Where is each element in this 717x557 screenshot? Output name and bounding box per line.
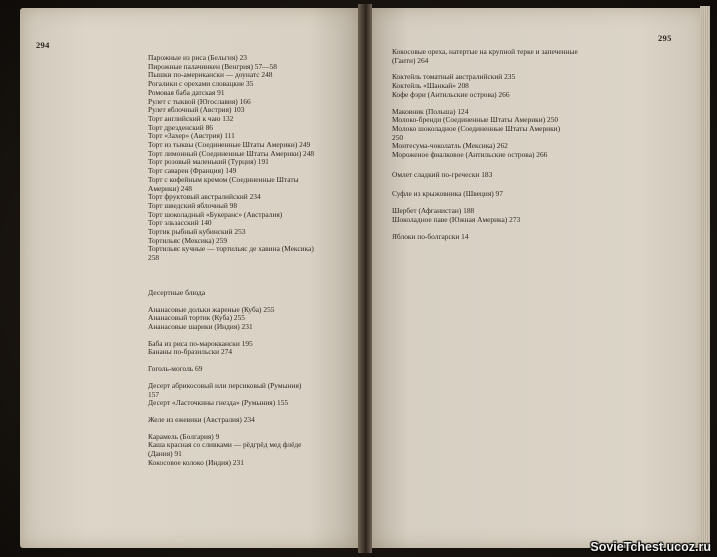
index-entry: Торт шведский яблочный 98 xyxy=(148,200,238,210)
index-entry-continuation: 157 xyxy=(148,389,160,399)
index-entry: Тортик рыбный кубинский 253 xyxy=(148,227,246,237)
index-entry: Ананасовые дольки жареные (Куба) 255 xyxy=(148,304,275,314)
index-entry: Торт из тыквы (Соединенные Штаты Америки) 249 xyxy=(148,140,311,150)
index-entry: Кокосовое колоко (Индия) 231 xyxy=(148,457,244,467)
index-entry: Омлет сладкий по-гречески 183 xyxy=(392,169,493,179)
section-title: Десертные блюда xyxy=(148,287,206,297)
index-entry: Рулет яблочный (Австрия) 103 xyxy=(148,105,245,115)
index-entry: Молоко-бренди (Соединенные Штаты Америки) 250 xyxy=(392,115,559,125)
index-entry: Гоголь-моголь 69 xyxy=(148,364,203,374)
cakes-list xyxy=(148,54,353,176)
index-entry: Шоколадное паве (Южная Америка) 273 xyxy=(392,214,521,224)
index-entry: Бананы по-бразильски 274 xyxy=(148,347,233,357)
page-edges xyxy=(700,6,710,551)
index-entry-continuation: 258 xyxy=(148,253,160,263)
index-entry: Торт «Захер» (Австрия) 111 xyxy=(148,131,235,141)
index-entry-continuation: 250 xyxy=(392,132,404,142)
index-entry: Торт с кофейным кремом (Соединенные Штаты xyxy=(148,174,299,184)
index-entry: Кофе фэри (Антильские острова) 266 xyxy=(392,89,510,99)
desserts-group xyxy=(148,340,353,357)
index-entry: Парожные из риса (Бельгия) 23 xyxy=(148,53,247,62)
index-entry: Тортильяс (Мексика) 259 xyxy=(148,235,228,245)
index-entry-continuation: (Гаити) 264 xyxy=(392,55,429,65)
index-entry: Монтесума-чоколатль (Мексика) 262 xyxy=(392,141,508,151)
page-number-right: 295 xyxy=(658,33,672,43)
index-entry: Каша красная со сливками — рёдгрёд мед флёде xyxy=(148,440,302,450)
desserts-group xyxy=(148,306,353,332)
index-entry: Коктейль томатный австралийский 235 xyxy=(392,72,516,82)
cakes-list-2 xyxy=(148,193,353,245)
index-entry: Тортильяс кучные — тортильяс де хавина (Мексика) xyxy=(148,244,314,254)
index-entry: Десерт абрикосовый или персиковый (Румыния) xyxy=(148,380,302,390)
page-number-left: 294 xyxy=(36,40,50,50)
drinks-group xyxy=(392,73,692,99)
index-entry: Суфле из крыжовника (Швеция) 97 xyxy=(392,189,503,199)
index-entry: Торт эльзасский 140 xyxy=(148,218,212,228)
index-entry: Кокосовые ореха, натертые на крупной терке и запеченные xyxy=(392,47,578,56)
index-entry: Торт розовый маленький (Турция) 191 xyxy=(148,157,269,167)
index-entry: Торт английский к чаю 132 xyxy=(148,113,234,123)
index-entry: Коктейль «Шанкай» 208 xyxy=(392,81,469,91)
index-entry: Баба из риса по-мароккански 195 xyxy=(148,338,253,348)
index-entry: Карамель (Болгария) 9 xyxy=(148,431,220,441)
index-entry: Ананасовые шарики (Индия) 231 xyxy=(148,321,253,331)
index-entry: Мороженое фиалковое (Антильские острова) 266 xyxy=(392,150,548,160)
watermark-text: SovieTchest.ucoz.ru xyxy=(590,540,711,554)
index-entry: Торт фруктовый австралийский 234 xyxy=(148,192,261,202)
right-page-index xyxy=(392,48,692,241)
index-entry: Пышки по-американски — доунатс 248 xyxy=(148,70,273,80)
index-entry-continuation: (Дания) 91 xyxy=(148,449,182,459)
index-entry: Маковник (Польша) 124 xyxy=(392,106,469,116)
index-entry: Шербет (Афганистан) 188 xyxy=(392,206,475,216)
index-entry: Торт шоколадный «Букеранс» (Австралия) xyxy=(148,209,283,219)
index-entry: Десерт «Ласточкины гнезда» (Румыния) 155 xyxy=(148,398,289,408)
index-entry-continuation: Америки) 248 xyxy=(148,183,192,193)
index-entry: Торт лимонный (Соединенные Штаты Америки) 248 xyxy=(148,148,315,158)
index-entry: Рогалики с орехами словацкие 35 xyxy=(148,79,254,89)
index-entry: Торт саварен (Франция) 149 xyxy=(148,166,237,176)
index-entry: Яблоки по-болгарски 14 xyxy=(392,231,469,241)
index-entry: Торт дрезденский 86 xyxy=(148,122,213,132)
book-gutter xyxy=(358,4,372,553)
index-entry: Ананасовый тортик (Куба) 255 xyxy=(148,313,245,323)
index-entry: Рулет с тыквой (Югославия) 166 xyxy=(148,96,251,106)
index-entry: Молоко шоколадное (Соединенные Штаты Америки) xyxy=(392,123,561,133)
left-page-index xyxy=(148,54,353,467)
index-entry: Ромовая баба датская 91 xyxy=(148,87,225,97)
index-entry: Пирожные палачинкен (Венгрия) 57—58 xyxy=(148,61,277,71)
index-entry: Желе из ежевики (Австралия) 234 xyxy=(148,414,255,424)
